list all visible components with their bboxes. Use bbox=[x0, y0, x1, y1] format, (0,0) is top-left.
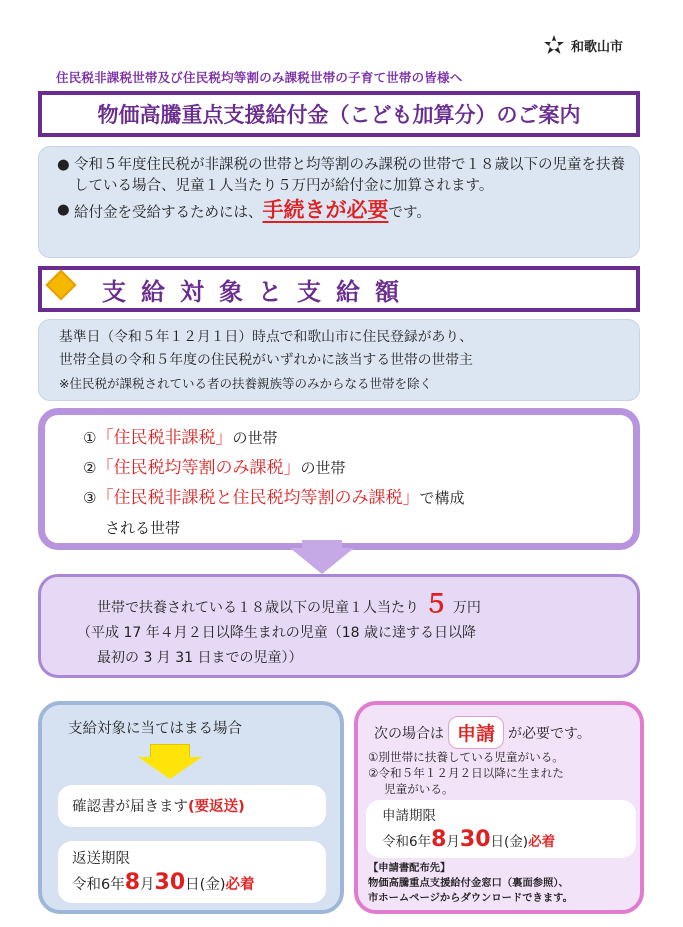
amount-note-2: 最初の 3 月 31 日までの児童）） bbox=[97, 650, 303, 666]
amount-unit: 万円 bbox=[452, 600, 481, 616]
amount-line bbox=[97, 591, 637, 621]
amount-value: ５ bbox=[423, 589, 449, 618]
type-number: ① bbox=[83, 429, 97, 447]
return-required-label: (要返送) bbox=[188, 799, 245, 815]
intro-item bbox=[57, 155, 625, 197]
type-number: ② bbox=[83, 459, 97, 477]
type-suffix: で構成 bbox=[419, 489, 465, 507]
date-day: 30 bbox=[459, 827, 491, 852]
date-era: 令和6年 bbox=[382, 834, 432, 850]
type-number: ③ bbox=[83, 489, 97, 507]
amount-note-1: （平成 17 年４月２日以降生まれの児童（18 歳に達する日以降 bbox=[77, 625, 476, 641]
application-heading-suffix: が必要です。 bbox=[508, 725, 591, 742]
condition-2: ②令和５年１２月２日以降に生まれた bbox=[368, 766, 564, 780]
yellow-down-arrow-icon bbox=[138, 757, 202, 779]
confirmation-card bbox=[58, 785, 326, 827]
date-day: 30 bbox=[154, 870, 186, 895]
household-type-2 bbox=[83, 453, 633, 483]
criteria-line-2: 世帯全員の令和５年度の住民税がいずれかに該当する世帯の世帯主 bbox=[59, 352, 473, 368]
type-suffix: の世帯 bbox=[232, 429, 278, 447]
city-logo bbox=[543, 34, 623, 56]
intro-text-1: 令和５年度住民税が非課税の世帯と均等割のみ課税の世帯で１８歳以下の児童を扶養している場合、児童１人当たり５万円が給付金に加算されます。 bbox=[74, 157, 625, 194]
city-name: 和歌山市 bbox=[571, 39, 624, 55]
section-header bbox=[38, 266, 640, 312]
date-month: 8 bbox=[124, 870, 141, 895]
type-suffix: の世帯 bbox=[300, 459, 346, 477]
confirmation-text: 確認書が届きます bbox=[72, 799, 188, 815]
page-subtitle: 住民税非課税世帯及び住民税均等割のみ課税世帯の子育て世帯の皆様へ bbox=[56, 70, 463, 85]
distribution-line-2: 市ホームページからダウンロードできます。 bbox=[368, 892, 573, 904]
date-weekday: (金) bbox=[199, 877, 226, 893]
intro-item bbox=[57, 200, 625, 224]
date-day-unit: 日 bbox=[490, 834, 505, 850]
procedure-required-emphasis: 手続きが必要 bbox=[262, 198, 389, 222]
application-deadline-label: 申請期限 bbox=[382, 808, 436, 824]
intro-box bbox=[38, 146, 640, 258]
intro-text-2 bbox=[74, 200, 431, 224]
date-month: 8 bbox=[431, 827, 447, 852]
application-conditions bbox=[368, 749, 564, 797]
distribution-label: 【申請書配布先】 bbox=[368, 862, 451, 874]
condition-1: ①別世帯に扶養している児童がいる。 bbox=[368, 750, 564, 764]
date-era: 令和6年 bbox=[72, 877, 125, 893]
household-type-3-continued: される世帯 bbox=[105, 519, 181, 537]
date-weekday: (金) bbox=[504, 834, 529, 850]
down-arrow-icon bbox=[290, 548, 354, 574]
page-title: 物価高騰重点支援給付金（こども加算分）のご案内 bbox=[38, 91, 640, 137]
date-month-unit: 月 bbox=[446, 834, 460, 850]
eligible-case-box bbox=[38, 701, 344, 914]
application-heading-prefix: 次の場合は bbox=[374, 725, 444, 742]
household-type-1 bbox=[83, 423, 633, 453]
criteria-line-1: 基準日（令和５年１２月１日）時点で和歌山市に住民登録があり、 bbox=[59, 329, 473, 345]
eligibility-criteria bbox=[38, 319, 640, 401]
date-month-unit: 月 bbox=[140, 877, 155, 893]
eligible-case-heading: 支給対象に当てはまる場合 bbox=[68, 721, 242, 737]
date-required: 必着 bbox=[225, 877, 255, 893]
household-type-3 bbox=[83, 483, 633, 513]
intro-text-2-suffix: です。 bbox=[388, 205, 431, 221]
condition-2-cont: 児童がいる。 bbox=[384, 782, 454, 796]
amount-box bbox=[38, 574, 640, 678]
intro-text-2-prefix: 給付金を受給するためには、 bbox=[74, 205, 263, 221]
return-deadline-card bbox=[58, 841, 326, 903]
yellow-arrow-stem bbox=[150, 744, 190, 758]
date-day-unit: 日 bbox=[185, 877, 200, 893]
return-deadline-label: 返送期限 bbox=[72, 851, 130, 867]
application-heading bbox=[374, 716, 591, 749]
type-name: 「住民税均等割のみ課税」 bbox=[96, 458, 301, 478]
amount-prefix: 世帯で扶養されている１８歳以下の児童１人当たり bbox=[97, 600, 419, 616]
distribution-line-1: 物価高騰重点支援給付金窓口（裏面参照）、 bbox=[368, 877, 569, 889]
distribution-info bbox=[368, 861, 573, 906]
type-name: 「住民税非課税」 bbox=[96, 428, 233, 448]
type-name: 「住民税非課税と住民税均等割のみ課税」 bbox=[96, 488, 420, 508]
application-required-box bbox=[354, 701, 644, 914]
bullet-icon: ● bbox=[57, 202, 70, 218]
criteria-note: ※住民税が課税されている者の扶養親族等のみからなる世帯を除く bbox=[59, 376, 432, 391]
date-required: 必着 bbox=[528, 834, 556, 850]
household-types-box bbox=[38, 408, 640, 550]
return-deadline-date bbox=[72, 871, 326, 897]
application-deadline-card bbox=[366, 800, 636, 858]
application-badge: 申請 bbox=[448, 716, 504, 749]
bullet-icon: ● bbox=[57, 157, 70, 173]
city-emblem-icon bbox=[543, 34, 565, 56]
section-title: 支給対象と支給額 bbox=[102, 277, 414, 306]
application-deadline-date bbox=[382, 828, 636, 854]
